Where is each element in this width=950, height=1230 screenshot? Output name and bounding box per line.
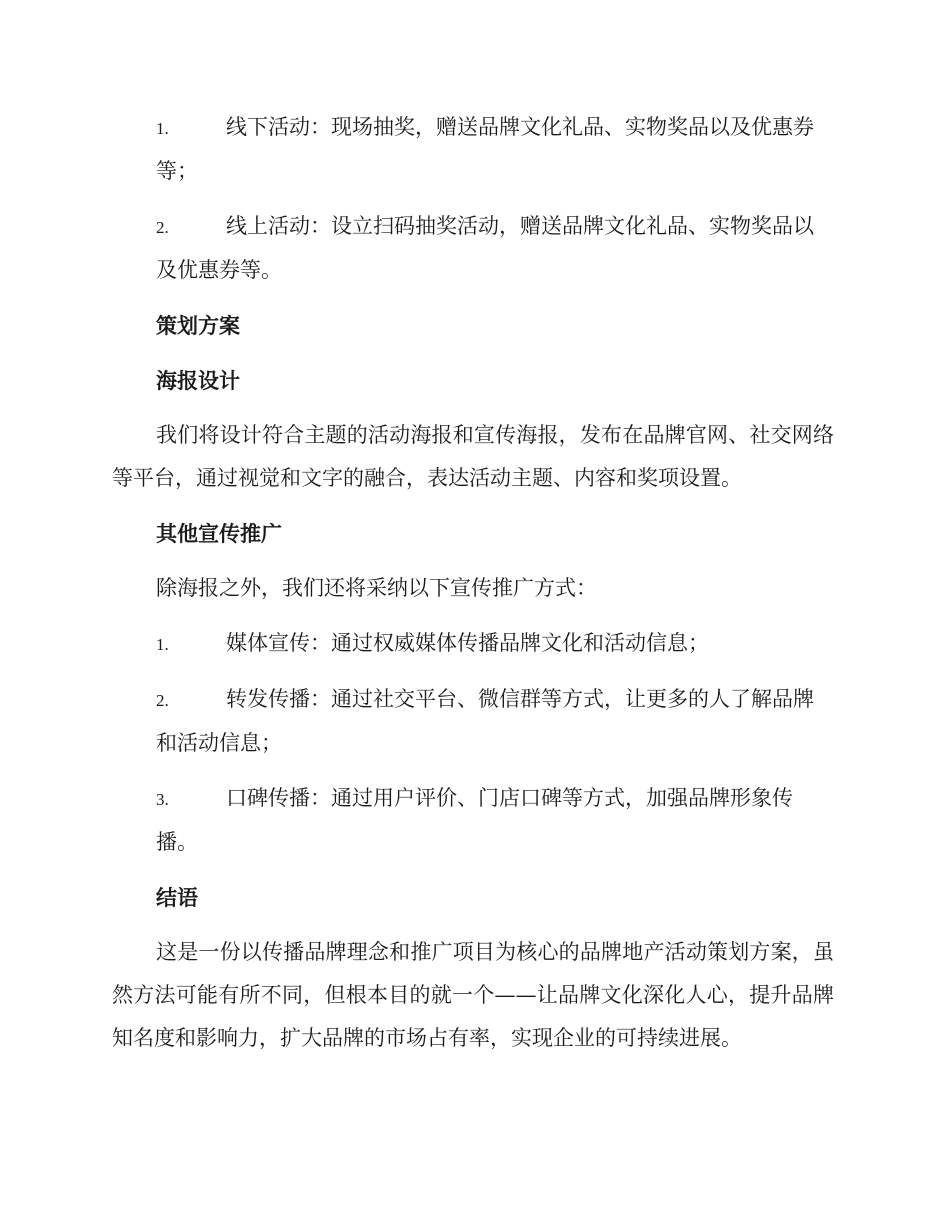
heading-plan: 策划方案 <box>156 313 240 338</box>
list-text: 线下活动：现场抽奖，赠送品牌文化礼品、实物奖品以及优惠券等； <box>156 115 814 183</box>
heading-other-promotion: 其他宣传推广 <box>156 521 282 546</box>
heading-poster-design: 海报设计 <box>156 368 240 393</box>
document-body <box>112 106 834 1072</box>
conclusion-paragraph: 这是一份以传播品牌理念和推广项目为核心的品牌地产活动策划方案，虽然方法可能有所不同，但根本目的就一个——让品牌文化深化人心，提升品牌知名度和影响力，扩大品牌的市场占有率，实现企业的可持续进展。 <box>112 940 834 1050</box>
list-number: 3. <box>156 790 169 809</box>
list-item-word-of-mouth <box>112 777 834 864</box>
list-number: 1. <box>156 119 169 138</box>
promotion-intro: 除海报之外，我们还将采纳以下宣传推广方式： <box>156 576 597 600</box>
list-item-online <box>112 205 834 292</box>
list-item-media <box>112 622 834 666</box>
list-item-forwarding <box>112 678 834 765</box>
heading-conclusion: 结语 <box>156 885 198 910</box>
list-text: 转发传播：通过社交平台、微信群等方式，让更多的人了解品牌和活动信息； <box>156 687 814 755</box>
list-text: 媒体宣传：通过权威媒体传播品牌文化和活动信息； <box>226 631 709 655</box>
list-number: 2. <box>156 218 169 237</box>
poster-paragraph: 我们将设计符合主题的活动海报和宣传海报，发布在品牌官网、社交网络等平台，通过视觉和文字的融合，表达活动主题、内容和奖项设置。 <box>112 423 834 490</box>
list-item-offline <box>112 106 834 193</box>
list-text: 口碑传播：通过用户评价、门店口碑等方式，加强品牌形象传播。 <box>156 786 793 854</box>
list-text: 线上活动：设立扫码抽奖活动，赠送品牌文化礼品、实物奖品以及优惠券等。 <box>156 214 814 282</box>
list-number: 2. <box>156 691 169 710</box>
list-number: 1. <box>156 635 169 654</box>
